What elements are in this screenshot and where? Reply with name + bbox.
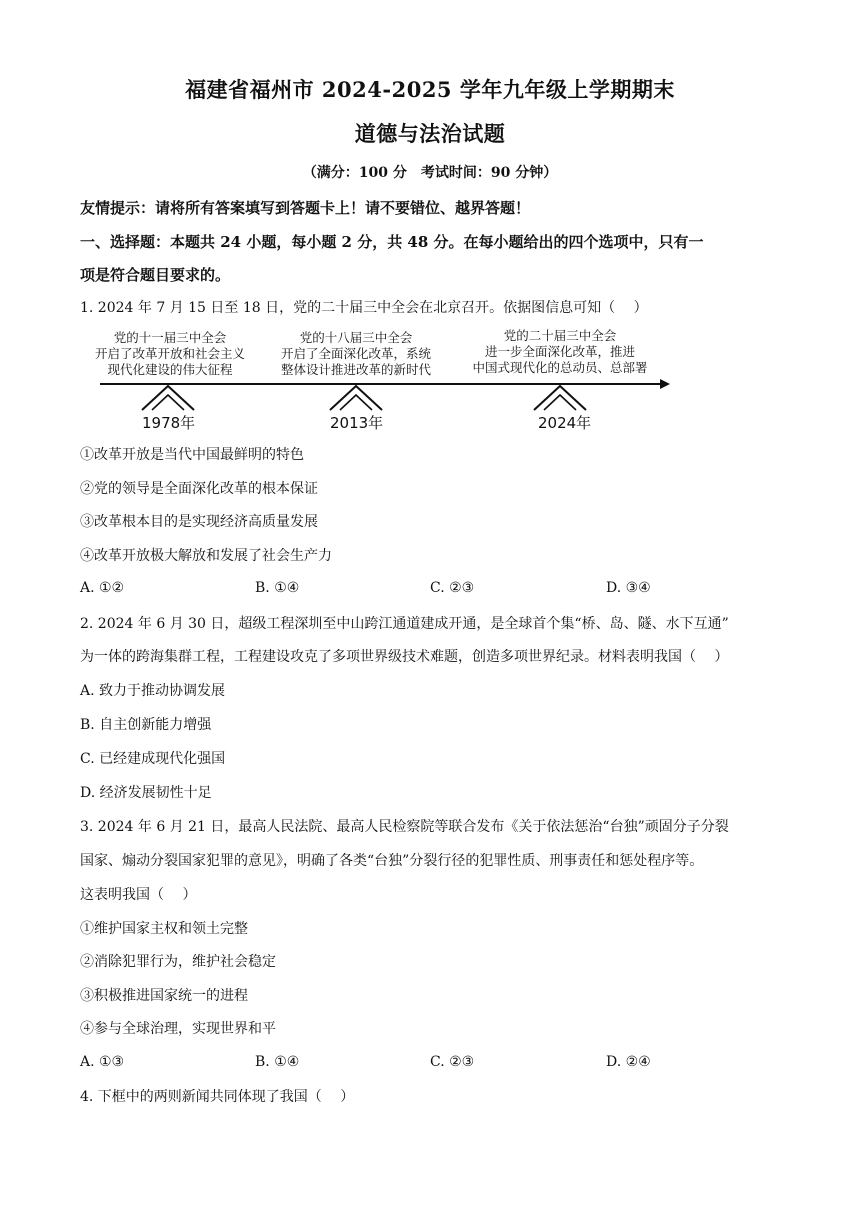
q3-option-b[interactable]: B. ①④ xyxy=(255,1054,300,1070)
q1-option-b[interactable]: B. ①④ xyxy=(255,580,300,596)
timeline-event-desc: 现代化建设的伟大征程 xyxy=(107,362,233,377)
q1-item-4: ④改革开放极大解放和发展了社会生产力 xyxy=(80,548,332,564)
q3-option-a[interactable]: A. ①③ xyxy=(80,1054,125,1070)
q3-item-1: ①维护国家主权和领土完整 xyxy=(80,921,248,937)
timeline-year-2013: 2013年 xyxy=(330,414,384,432)
q4-stem: 4. 下框中的两则新闻共同体现了我国（ ） xyxy=(80,1089,355,1105)
q1-option-d[interactable]: D. ③④ xyxy=(606,580,651,596)
q3-stem-line3: 这表明我国（ ） xyxy=(80,887,197,903)
timeline-event-desc: 中国式现代化的总动员、总部署 xyxy=(472,360,648,375)
q1-item-1: ①改革开放是当代中国最鲜明的特色 xyxy=(80,447,304,463)
timeline-event-title: 党的十八届三中全会 xyxy=(299,330,413,345)
timeline-year-2024: 2024年 xyxy=(538,414,592,432)
q2-option-b[interactable]: B. 自主创新能力增强 xyxy=(80,717,212,733)
timeline-event-1978 xyxy=(80,330,260,378)
exam-title-line1: 福建省福州市 2024-2025 学年九年级上学期期末 xyxy=(185,77,675,102)
timeline-event-2013 xyxy=(266,330,446,378)
exam-info: （满分：100 分 考试时间：90 分钟） xyxy=(302,165,558,181)
q2-option-d[interactable]: D. 经济发展韧性十足 xyxy=(80,785,212,801)
timeline-event-title: 党的十一届三中全会 xyxy=(113,330,227,345)
q1-option-c[interactable]: C. ②③ xyxy=(430,580,475,596)
q3-option-c[interactable]: C. ②③ xyxy=(430,1054,475,1070)
q2-option-a[interactable]: A. 致力于推动协调发展 xyxy=(80,683,226,699)
q3-item-3: ③积极推进国家统一的进程 xyxy=(80,988,248,1004)
q2-stem-line1: 2. 2024 年 6 月 30 日，超级工程深圳至中山跨江通道建成开通，是全球首个集“桥、岛、隧、水下互通” xyxy=(80,616,729,632)
section-heading-line2: 项是符合题目要求的。 xyxy=(80,266,231,284)
q1-timeline-figure xyxy=(90,322,680,442)
notice: 友情提示：请将所有答案填写到答题卡上！请不要错位、越界答题！ xyxy=(80,199,531,217)
section-heading-line1: 一、选择题：本题共 24 小题，每小题 2 分，共 48 分。在每小题给出的四个选项中，只有一 xyxy=(80,233,704,251)
timeline-event-desc: 开启了改革开放和社会主义 xyxy=(94,346,245,361)
timeline-event-desc: 进一步全面深化改革，推进 xyxy=(484,344,635,359)
timeline-event-desc: 开启了全面深化改革，系统 xyxy=(280,346,431,361)
timeline-event-title: 党的二十届三中全会 xyxy=(503,328,617,343)
timeline-event-2024 xyxy=(460,328,660,376)
timeline-year-1978: 1978年 xyxy=(142,414,196,432)
q2-option-c[interactable]: C. 已经建成现代化强国 xyxy=(80,751,226,767)
q3-item-2: ②消除犯罪行为，维护社会稳定 xyxy=(80,954,276,970)
q3-option-d[interactable]: D. ②④ xyxy=(606,1054,651,1070)
exam-title-line2: 道德与法治试题 xyxy=(354,121,506,146)
q2-stem-line2: 为一体的跨海集群工程，工程建设攻克了多项世界级技术难题，创造多项世界纪录。材料表明我国（ ） xyxy=(80,649,729,665)
q1-stem: 1. 2024 年 7 月 15 日至 18 日，党的二十届三中全会在北京召开。依据图信息可知（ ） xyxy=(80,300,648,316)
q1-item-3: ③改革根本目的是实现经济高质量发展 xyxy=(80,514,318,530)
timeline-event-desc: 整体设计推进改革的新时代 xyxy=(280,362,431,377)
q3-item-4: ④参与全球治理，实现世界和平 xyxy=(80,1021,276,1037)
q1-option-a[interactable]: A. ①② xyxy=(80,580,125,596)
q3-stem-line2: 国家、煽动分裂国家犯罪的意见》，明确了各类“台独”分裂行径的犯罪性质、刑事责任和惩处程序等。 xyxy=(80,853,704,869)
q1-item-2: ②党的领导是全面深化改革的根本保证 xyxy=(80,481,318,497)
q3-stem-line1: 3. 2024 年 6 月 21 日，最高人民法院、最高人民检察院等联合发布《关于依法惩治“台独”顽固分子分裂 xyxy=(80,819,729,835)
